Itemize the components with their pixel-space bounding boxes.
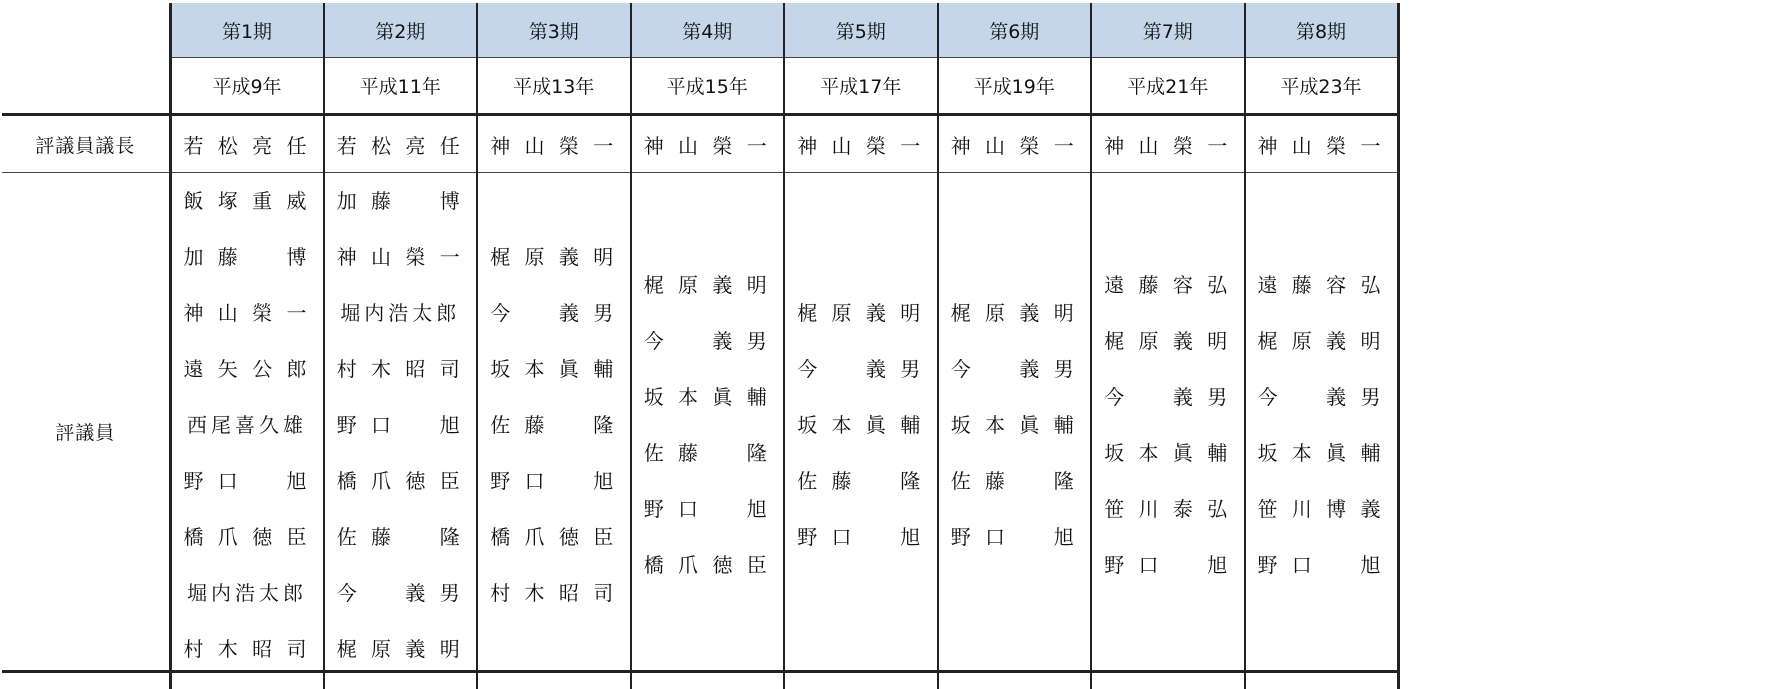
member-name: 佐 藤 隆 <box>785 465 937 521</box>
member-name: 坂 本 眞 輔 <box>632 381 784 437</box>
member-name: 坂 本 眞 輔 <box>785 409 937 465</box>
member-list <box>785 285 937 577</box>
term-year: 平成15年 <box>631 58 785 115</box>
term-label: 第6期 <box>938 3 1092 58</box>
chair-name: 神 山 榮 一 <box>797 134 924 158</box>
member-name: 遠 矢 公 郎 <box>172 353 323 409</box>
term-label: 第2期 <box>324 3 478 58</box>
member-name: 野 口 旭 <box>1092 549 1244 605</box>
member-name: 坂 本 眞 輔 <box>478 353 630 409</box>
term-label: 第8期 <box>1245 3 1399 58</box>
member-list <box>1246 257 1397 605</box>
term-label: 第7期 <box>1091 3 1245 58</box>
members-row <box>2 173 1398 689</box>
member-name: 坂 本 眞 輔 <box>1246 437 1397 493</box>
chair-name: 神 山 榮 一 <box>644 134 771 158</box>
member-list <box>172 173 323 689</box>
member-name: 橋 爪 徳 臣 <box>325 465 477 521</box>
member-name: 野 口 旭 <box>325 409 477 465</box>
member-name: 堀内浩太郎 <box>172 577 323 633</box>
member-name: 今 義 男 <box>1246 381 1397 437</box>
member-name: 村 木 昭 司 <box>325 353 477 409</box>
term-header-row <box>2 3 1398 58</box>
member-list <box>478 229 630 633</box>
year-header-row <box>2 58 1398 115</box>
council-roster-table <box>2 3 1400 689</box>
term-year: 平成17年 <box>784 58 938 115</box>
chair-row <box>2 115 1398 173</box>
corner-cell <box>2 58 170 115</box>
members-cell <box>938 173 1092 689</box>
term-year: 平成11年 <box>324 58 478 115</box>
member-list <box>632 257 784 605</box>
members-cell <box>477 173 631 689</box>
member-name: 今 義 男 <box>325 577 477 633</box>
member-name: 梶 原 義 明 <box>478 241 630 297</box>
member-name: 梶 原 義 明 <box>785 297 937 353</box>
term-label: 第4期 <box>631 3 785 58</box>
term-year: 平成9年 <box>170 58 324 115</box>
member-name: 野 口 旭 <box>1246 549 1397 605</box>
member-name: 今 義 男 <box>632 325 784 381</box>
member-name: 橋 爪 徳 臣 <box>632 549 784 605</box>
member-name: 梶 原 義 明 <box>1092 325 1244 381</box>
member-name: 神 山 榮 一 <box>172 297 323 353</box>
member-name: 今 義 男 <box>1092 381 1244 437</box>
members-role-label: 評議員 <box>2 173 170 689</box>
member-list <box>325 173 477 689</box>
member-name: 坂 本 眞 輔 <box>1092 437 1244 493</box>
member-name: 佐 藤 隆 <box>939 465 1091 521</box>
member-name: 笹 川 泰 弘 <box>1092 493 1244 549</box>
member-name: 今 義 男 <box>785 353 937 409</box>
member-list <box>939 285 1091 577</box>
member-name: 西尾喜久雄 <box>172 409 323 465</box>
member-name: 野 口 旭 <box>172 465 323 521</box>
chair-name: 神 山 榮 一 <box>951 134 1078 158</box>
member-name: 野 口 旭 <box>939 521 1091 577</box>
members-cell <box>631 173 785 689</box>
member-name: 梶 原 義 明 <box>939 297 1091 353</box>
chair-name: 神 山 榮 一 <box>1257 134 1384 158</box>
member-name: 梶 原 義 明 <box>1246 325 1397 381</box>
term-label: 第5期 <box>784 3 938 58</box>
term-year: 平成21年 <box>1091 58 1245 115</box>
members-cell <box>1245 173 1399 689</box>
chair-role-label: 評議員議長 <box>2 115 170 173</box>
member-name: 笹 川 博 義 <box>1246 493 1397 549</box>
member-name: 橋 爪 徳 臣 <box>478 521 630 577</box>
member-name: 村 木 昭 司 <box>172 633 323 689</box>
chair-name: 若 松 亮 任 <box>337 134 464 158</box>
member-name: 堀内浩太郎 <box>325 297 477 353</box>
member-name: 加 藤 博 <box>172 241 323 297</box>
member-name: 神 山 榮 一 <box>325 241 477 297</box>
term-year: 平成13年 <box>477 58 631 115</box>
member-name: 今 義 男 <box>939 353 1091 409</box>
member-list <box>1092 257 1244 605</box>
term-label: 第3期 <box>477 3 631 58</box>
member-name: 佐 藤 隆 <box>478 409 630 465</box>
members-cell <box>784 173 938 689</box>
member-name: 今 義 男 <box>478 297 630 353</box>
member-name: 佐 藤 隆 <box>325 521 477 577</box>
corner-cell <box>2 3 170 58</box>
member-name: 佐 藤 隆 <box>632 437 784 493</box>
member-name: 坂 本 眞 輔 <box>939 409 1091 465</box>
member-name: 遠 藤 容 弘 <box>1092 269 1244 325</box>
member-name: 加 藤 博 <box>325 185 477 241</box>
term-label: 第1期 <box>170 3 324 58</box>
members-cell <box>324 173 478 689</box>
members-cell <box>170 173 324 689</box>
member-name: 村 木 昭 司 <box>478 577 630 633</box>
member-name: 梶 原 義 明 <box>325 633 477 689</box>
chair-name: 神 山 榮 一 <box>1104 134 1231 158</box>
member-name: 飯 塚 重 威 <box>172 185 323 241</box>
term-year: 平成19年 <box>938 58 1092 115</box>
chair-name: 神 山 榮 一 <box>490 134 617 158</box>
chair-name: 若 松 亮 任 <box>183 134 310 158</box>
term-year: 平成23年 <box>1245 58 1399 115</box>
member-name: 遠 藤 容 弘 <box>1246 269 1397 325</box>
member-name: 野 口 旭 <box>785 521 937 577</box>
member-name: 橋 爪 徳 臣 <box>172 521 323 577</box>
member-name: 野 口 旭 <box>632 493 784 549</box>
members-cell <box>1091 173 1245 689</box>
member-name: 梶 原 義 明 <box>632 269 784 325</box>
member-name: 野 口 旭 <box>478 465 630 521</box>
